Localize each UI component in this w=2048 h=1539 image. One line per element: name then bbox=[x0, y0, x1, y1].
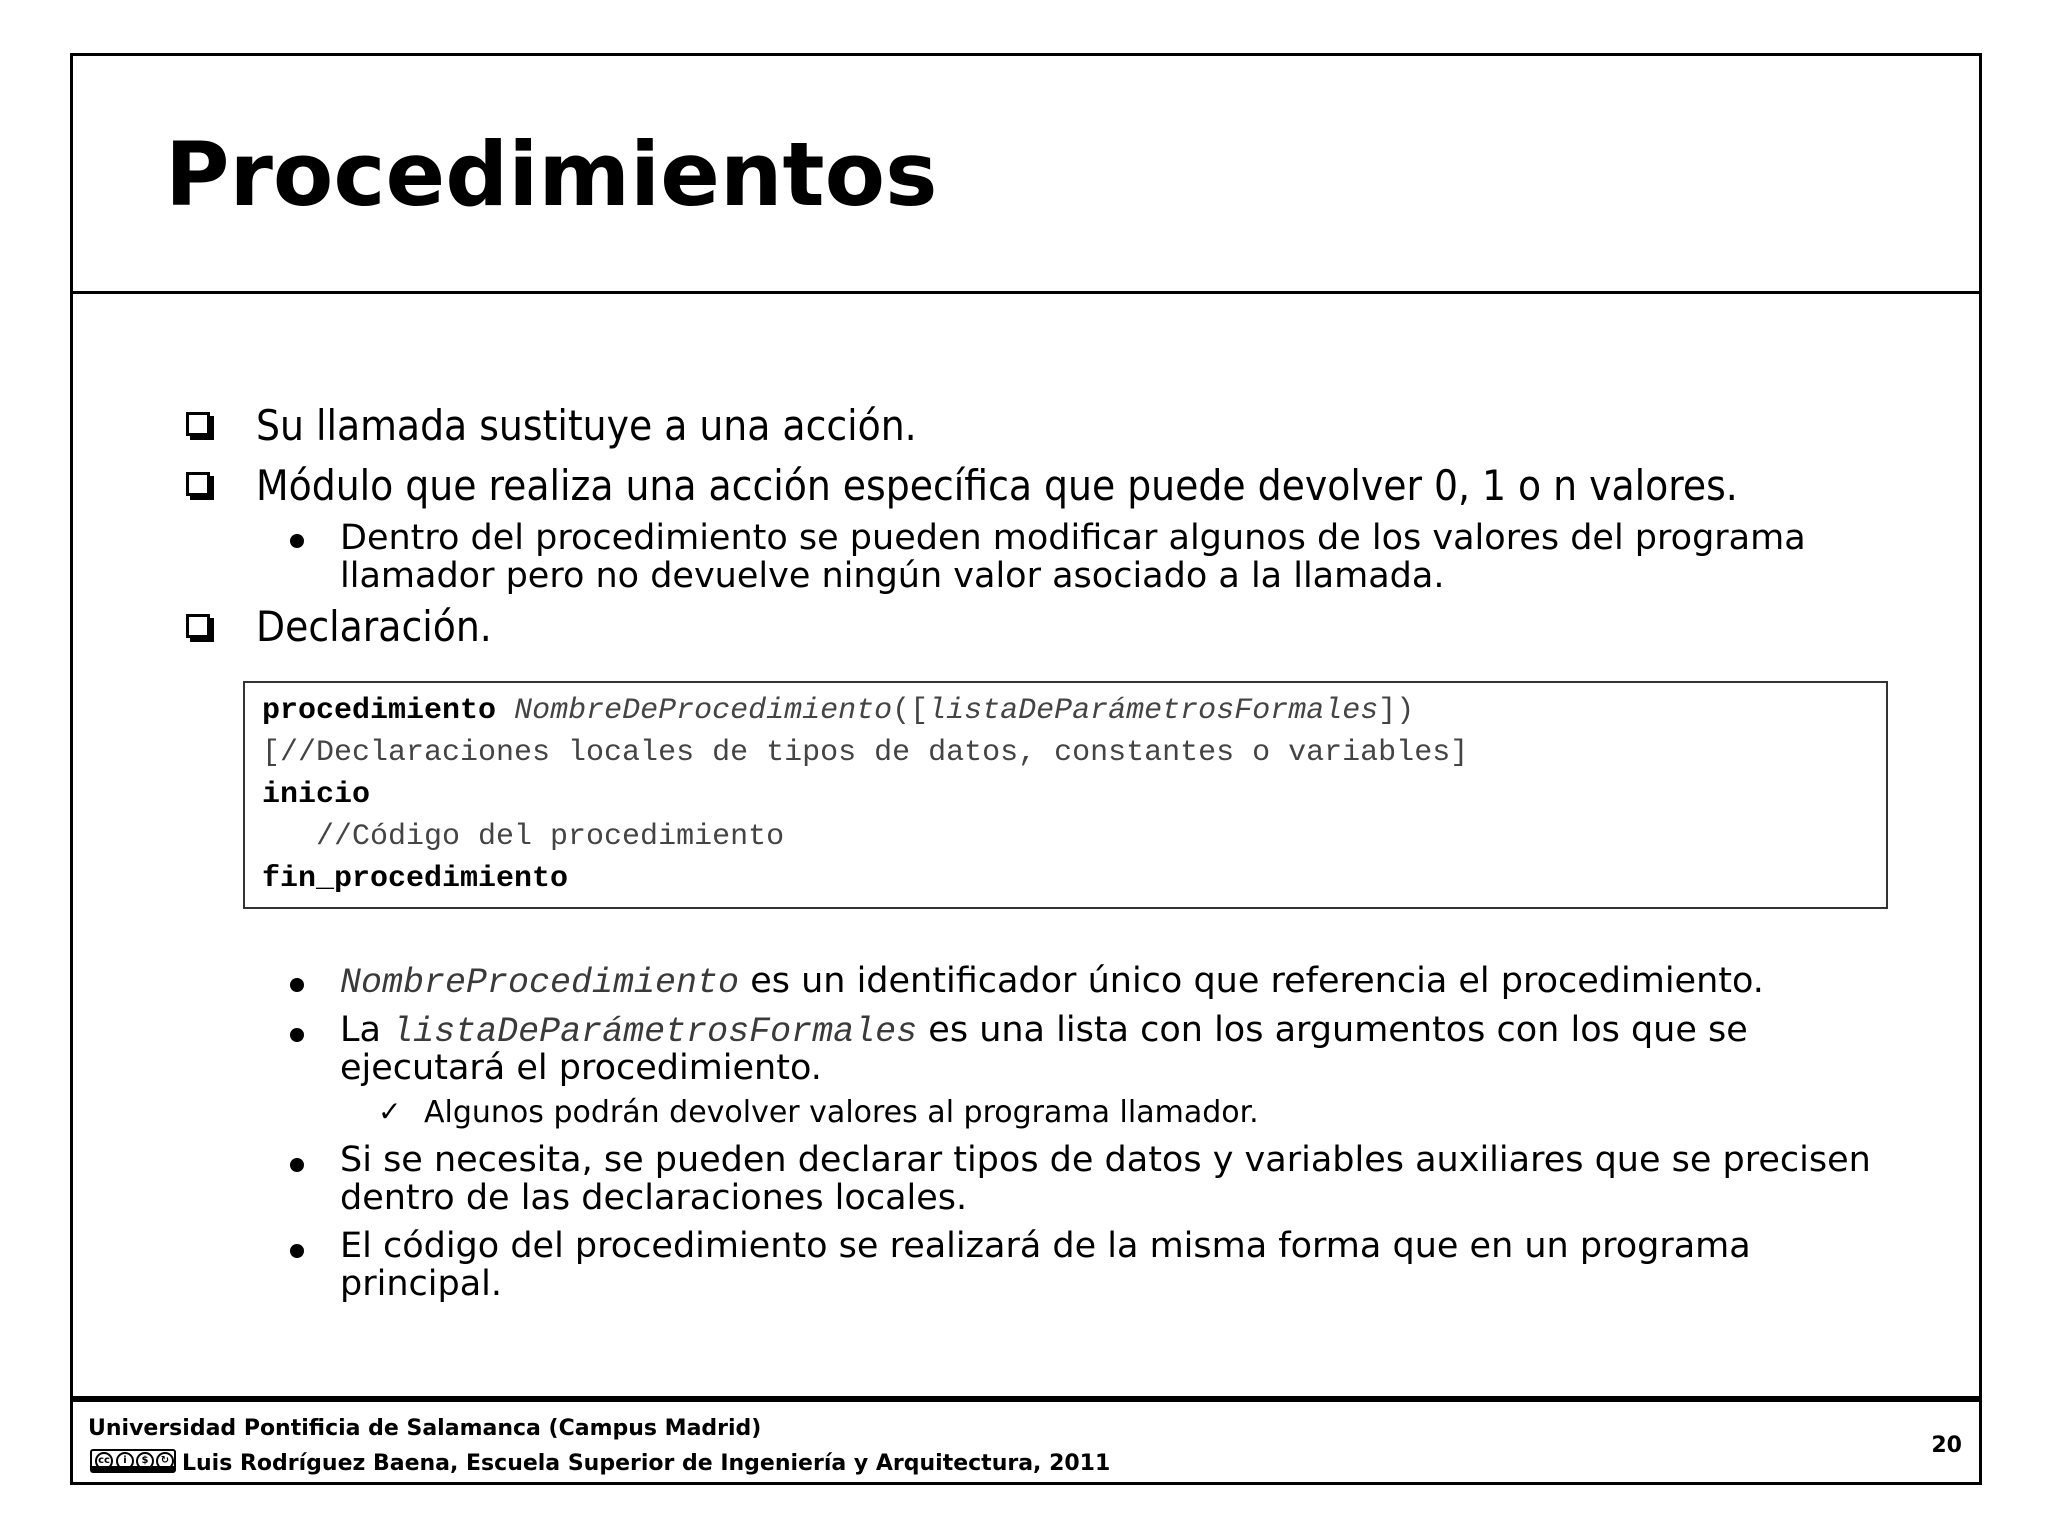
bullet-text: Declaración. bbox=[256, 602, 492, 651]
sub-bullet-text: Dentro del procedimiento se pueden modificar algunos de los valores del programa bbox=[340, 518, 1806, 558]
code-keyword: fin_procedimiento bbox=[262, 862, 569, 896]
round-bullet-icon bbox=[290, 1158, 304, 1172]
code-identifier: listaDeParámetrosFormales bbox=[928, 694, 1379, 728]
note-text: El código del procedimiento se realizará de la misma forma que en un programa bbox=[340, 1226, 1751, 1266]
page-number: 20 bbox=[1931, 1433, 1962, 1458]
square-bullet-icon bbox=[186, 472, 210, 496]
round-bullet-icon bbox=[290, 534, 304, 548]
footer-author: Luis Rodríguez Baena, Escuela Superior de Ingeniería y Arquitectura, 2011 bbox=[182, 1451, 1111, 1476]
note-text: principal. bbox=[340, 1264, 502, 1304]
check-item-text: Algunos podrán devolver valores al programa llamador. bbox=[424, 1095, 1259, 1130]
footer-divider bbox=[70, 1396, 1982, 1402]
code-identifier: NombreDeProcedimiento bbox=[514, 694, 893, 728]
note-text bbox=[340, 961, 1764, 1003]
square-bullet-icon bbox=[186, 614, 210, 638]
note-text: ejecutará el procedimiento. bbox=[340, 1048, 822, 1088]
round-bullet-icon bbox=[290, 1244, 304, 1258]
sub-bullet-text: llamador pero no devuelve ningún valor asociado a la llamada. bbox=[340, 556, 1445, 596]
bullet-text: Su llamada sustituye a una acción. bbox=[256, 401, 917, 450]
round-bullet-icon bbox=[290, 1028, 304, 1042]
note-text-part: es un identificador único que referencia el procedimiento. bbox=[739, 961, 1764, 1001]
code-keyword: procedimiento bbox=[262, 694, 497, 728]
slide-title: Procedimientos bbox=[165, 123, 938, 226]
note-text-part: La bbox=[340, 1010, 393, 1050]
code-line: //Código del procedimiento bbox=[262, 820, 785, 854]
code-identifier: listaDeParámetrosFormales bbox=[392, 1012, 918, 1052]
code-line bbox=[262, 861, 568, 897]
code-punct: ]) bbox=[1378, 694, 1415, 728]
code-line: [//Declaraciones locales de tipos de datos, constantes o variables] bbox=[262, 736, 1469, 770]
square-bullet-icon bbox=[186, 412, 210, 436]
round-bullet-icon bbox=[290, 978, 304, 992]
title-divider bbox=[70, 291, 1982, 294]
code-punct: ([ bbox=[892, 694, 929, 728]
code-line bbox=[262, 777, 370, 813]
bullet-text: Módulo que realiza una acción específica que puede devolver 0, 1 o n valores. bbox=[256, 461, 1738, 510]
code-line bbox=[262, 693, 1414, 729]
note-text: dentro de las declaraciones locales. bbox=[340, 1178, 968, 1218]
checkmark-icon: ✓ bbox=[378, 1095, 402, 1128]
code-keyword: inicio bbox=[262, 778, 371, 812]
note-text-part: es una lista con los argumentos con los que se bbox=[917, 1010, 1748, 1050]
note-text bbox=[340, 1010, 1748, 1052]
note-text: Si se necesita, se pueden declarar tipos de datos y variables auxiliares que se precisen bbox=[340, 1140, 1871, 1180]
footer-institution: Universidad Pontificia de Salamanca (Campus Madrid) bbox=[88, 1416, 762, 1441]
code-identifier: NombreProcedimiento bbox=[340, 963, 740, 1003]
creative-commons-icon: cc i $ ↻ bbox=[90, 1449, 176, 1473]
